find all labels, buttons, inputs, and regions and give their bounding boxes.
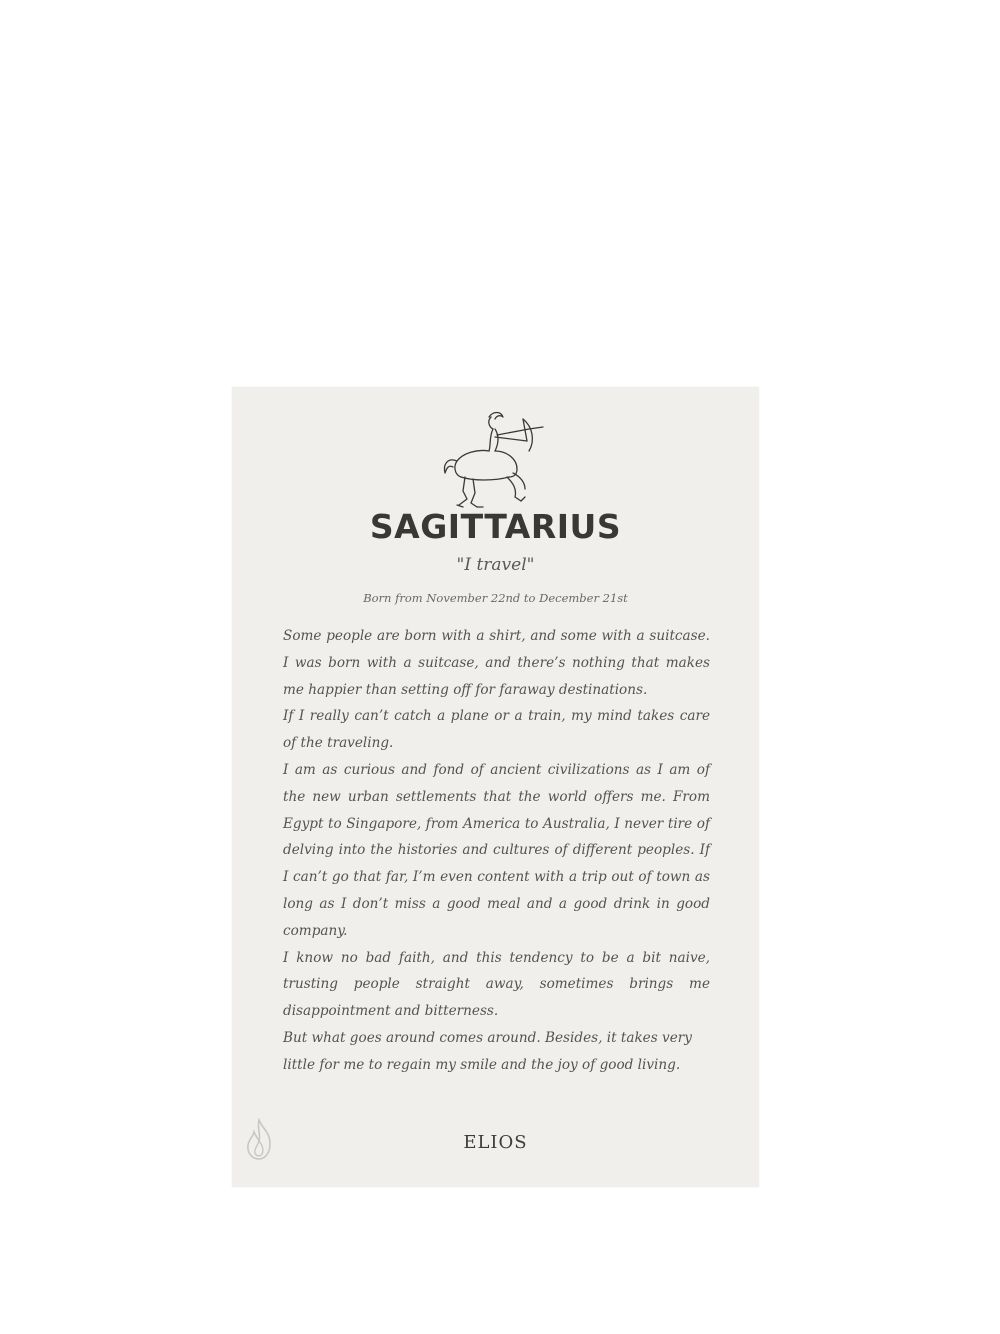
centaur-archer-icon	[437, 407, 557, 515]
zodiac-card	[232, 387, 759, 1187]
paragraph: Some people are born with a shirt, and some with a suitcase. I was born with a suitcase, and there’s nothing that makes me happier than setting off for faraway destinations.	[283, 628, 710, 698]
paragraph: If I really can’t catch a plane or a train, my mind takes care of the traveling.	[283, 708, 710, 752]
paragraph: But what goes around comes around. Besides, it takes very little for me to regain my smile and the joy of good living.	[283, 1029, 692, 1073]
card-motto: "I travel"	[456, 555, 535, 575]
brand-name: ELIOS	[463, 1132, 528, 1153]
paragraph: I know no bad faith, and this tendency to be a bit naive, trusting people straight away, sometimes brings me disappointment and bitterness.	[283, 949, 710, 1020]
birth-date-range: Born from November 22nd to December 21st	[363, 591, 628, 605]
description-text	[283, 623, 710, 1079]
paragraph: I am as curious and fond of ancient civilizations as I am of the new urban settlements that the world offers me. From Egypt to Singapore, from America to Australia, I never tire of delving into the histories and cultures of different peoples. If I can’t go that far, I’m even content with a trip out of town as long as I don’t miss a good meal and a good drink in good company.	[283, 761, 710, 939]
card-title: SAGITTARIUS	[369, 507, 622, 546]
